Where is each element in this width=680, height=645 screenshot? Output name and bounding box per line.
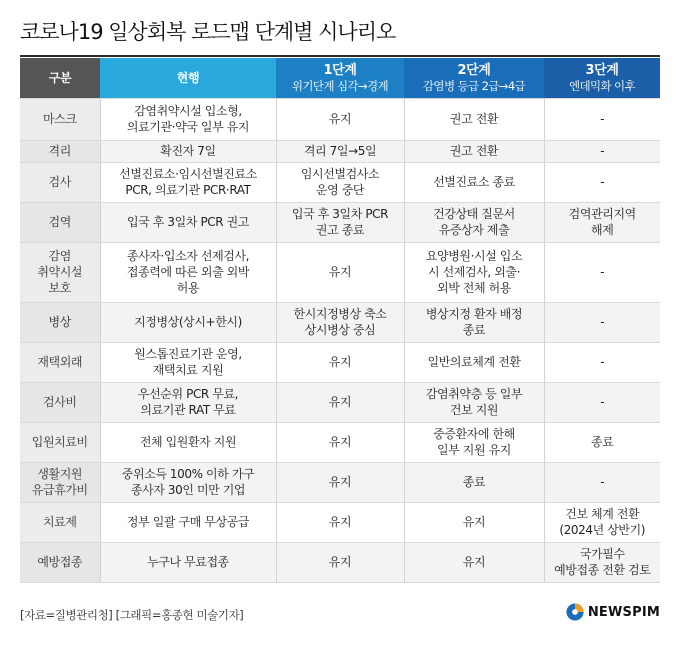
cell-line: - [600, 355, 605, 369]
cell-line: 유지 [328, 265, 352, 279]
cell-line: 시 선제검사, 외출· [427, 265, 520, 279]
header-stage-1 [276, 58, 404, 98]
category-cell [20, 162, 100, 202]
cell-line: 운영 중단 [315, 183, 365, 197]
stage-1-cell [276, 422, 404, 462]
cell-line: 우선순위 PCR 무료, [137, 387, 239, 401]
cell-line: 재택외래 [37, 355, 83, 369]
cell-line: 접종력에 따른 외출 외박 [126, 265, 250, 279]
cell-line: 선별진료소 종료 [433, 175, 515, 189]
current-cell [100, 140, 276, 162]
header-row [20, 58, 660, 98]
category-cell [20, 202, 100, 242]
cell-line: 종사자 30인 미만 기업 [130, 483, 246, 497]
category-cell [20, 502, 100, 542]
cell-line: - [600, 395, 605, 409]
table-row [20, 422, 660, 462]
table-row [20, 302, 660, 342]
current-cell [100, 162, 276, 202]
cell-line: 예방접종 [37, 555, 83, 569]
stage-2-cell [404, 98, 544, 140]
current-cell [100, 542, 276, 582]
stage-2-cell [404, 140, 544, 162]
cell-line: 건보 체계 전환 [565, 507, 640, 521]
stage-3-subtitle: 엔데믹화 이후 [568, 78, 636, 93]
header-category: 구분 [20, 58, 100, 98]
current-cell [100, 242, 276, 302]
category-cell [20, 242, 100, 302]
stage-1-cell [276, 462, 404, 502]
cell-line: 유지 [328, 112, 352, 126]
cell-line: 취약시설 [37, 265, 83, 279]
stage-3-cell [544, 382, 660, 422]
cell-line: 유지 [328, 395, 352, 409]
cell-line: 확진자 7일 [160, 144, 216, 158]
cell-line: 누구나 무료접종 [147, 555, 229, 569]
cell-line: 입원치료비 [31, 435, 88, 449]
stage-1-subtitle: 위기단계 심각→경계 [291, 78, 389, 93]
category-cell [20, 422, 100, 462]
stage-3-cell [544, 302, 660, 342]
category-cell [20, 302, 100, 342]
current-cell [100, 382, 276, 422]
table-row [20, 202, 660, 242]
stage-3-cell [544, 140, 660, 162]
stage-3-title: 3단계 [585, 62, 619, 78]
cell-line: 종사자·입소자 선제검사, [126, 249, 250, 263]
title-divider [20, 55, 660, 57]
cell-line: 유지 [328, 515, 352, 529]
cell-line: 병상지정 환자 배정 [425, 307, 523, 321]
cell-line: - [600, 144, 605, 158]
header-current: 현행 [100, 58, 276, 98]
stage-1-cell [276, 98, 404, 140]
source-credit: [자료=질병관리청] [그래픽=홍종현 미술기자] [20, 608, 244, 622]
cell-line: 정부 일괄 구매 무상공급 [126, 515, 250, 529]
current-cell [100, 422, 276, 462]
cell-line: 요양병원·시설 입소 [425, 249, 523, 263]
stage-1-cell [276, 542, 404, 582]
cell-line: 해제 [591, 223, 614, 237]
cell-line: 유지 [462, 555, 486, 569]
page-title: 코로나19 일상회복 로드맵 단계별 시나리오 [20, 20, 396, 44]
stage-1-cell [276, 382, 404, 422]
table-row [20, 342, 660, 382]
table-row [20, 462, 660, 502]
cell-line: 유증상자 제출 [438, 223, 510, 237]
current-cell [100, 502, 276, 542]
cell-line: 국가필수 [579, 547, 625, 561]
header-stage-2 [404, 58, 544, 98]
category-cell [20, 140, 100, 162]
cell-line: 유지 [328, 355, 352, 369]
cell-line: PCR, 의료기관 PCR·RAT [125, 183, 251, 197]
stage-2-cell [404, 542, 544, 582]
cell-line: - [600, 112, 605, 126]
stage-2-cell [404, 382, 544, 422]
stage-3-cell [544, 342, 660, 382]
cell-line: 유지 [328, 435, 352, 449]
cell-line: 감염취약층 등 일부 [425, 387, 523, 401]
cell-line: - [600, 475, 605, 489]
table-row [20, 502, 660, 542]
stage-3-cell [544, 242, 660, 302]
cell-line: 검사 [48, 175, 71, 189]
stage-2-cell [404, 462, 544, 502]
cell-line: 유지 [328, 475, 352, 489]
current-cell [100, 302, 276, 342]
stage-3-cell [544, 462, 660, 502]
stage-1-cell [276, 242, 404, 302]
cell-line: 권고 종료 [315, 223, 365, 237]
cell-line: 종료 [462, 323, 486, 337]
stage-2-subtitle: 감염병 등급 2급→4급 [422, 78, 526, 93]
cell-line: 검역 [48, 215, 71, 229]
category-cell [20, 382, 100, 422]
stage-1-title: 1단계 [323, 62, 357, 78]
cell-line: (2024년 상반기) [559, 523, 646, 537]
cell-line: 예방접종 전환 검토 [554, 563, 651, 577]
category-cell [20, 542, 100, 582]
stage-1-cell [276, 140, 404, 162]
cell-line: 종료 [462, 475, 486, 489]
current-cell [100, 98, 276, 140]
stage-1-cell [276, 502, 404, 542]
stage-2-cell [404, 342, 544, 382]
cell-line: 생활지원 [37, 467, 83, 481]
stage-2-cell [404, 422, 544, 462]
stage-2-cell [404, 502, 544, 542]
category-cell [20, 462, 100, 502]
stage-2-cell [404, 162, 544, 202]
cell-line: 권고 전환 [449, 144, 499, 158]
cell-line: 중증환자에 한해 [433, 427, 515, 441]
cell-line: 마스크 [42, 112, 77, 126]
cell-line: 임시선별검사소 [300, 167, 380, 181]
cell-line: 보호 [48, 281, 71, 295]
cell-line: 치료제 [42, 515, 77, 529]
cell-line: 유지 [328, 555, 352, 569]
cell-line: 전체 입원환자 지원 [139, 435, 237, 449]
table-row [20, 140, 660, 162]
current-cell [100, 342, 276, 382]
stage-2-cell [404, 202, 544, 242]
table-row [20, 98, 660, 140]
cell-line: 병상 [48, 315, 71, 329]
stage-1-cell [276, 302, 404, 342]
header-stage-3 [544, 58, 660, 98]
stage-2-cell [404, 302, 544, 342]
current-cell [100, 202, 276, 242]
cell-line: - [600, 175, 605, 189]
cell-line: 지정병상(상시+한시) [134, 315, 242, 329]
stage-3-cell [544, 162, 660, 202]
cell-line: 격리 7일→5일 [303, 144, 377, 158]
stage-1-cell [276, 342, 404, 382]
stage-3-cell [544, 542, 660, 582]
table-row [20, 162, 660, 202]
cell-line: 원스톱진료기관 운영, [134, 347, 242, 361]
table-row [20, 542, 660, 582]
stage-2-cell [404, 242, 544, 302]
current-cell [100, 462, 276, 502]
cell-line: - [600, 315, 605, 329]
cell-line: 검사비 [42, 395, 77, 409]
cell-line: 의료기관·약국 일부 유지 [126, 120, 250, 134]
stage-3-cell [544, 502, 660, 542]
cell-line: 건보 지원 [449, 403, 499, 417]
cell-line: 감염 [48, 249, 71, 263]
cell-line: 선별진료소·임시선별진료소 [119, 167, 257, 181]
category-cell [20, 342, 100, 382]
stage-2-title: 2단계 [457, 62, 491, 78]
cell-line: 유지 [462, 515, 486, 529]
newspim-logo-text: NEWSPIM [587, 604, 660, 620]
cell-line: 입국 후 3일차 PCR 권고 [127, 215, 249, 229]
stage-3-cell [544, 422, 660, 462]
cell-line: 감염취약시설 입소형, [134, 104, 242, 118]
cell-line: 재택치료 지원 [152, 363, 224, 377]
cell-line: 권고 전환 [449, 112, 499, 126]
cell-line: 격리 [48, 144, 71, 158]
cell-line: - [600, 265, 605, 279]
newspim-logo-icon [566, 603, 584, 621]
stage-3-cell [544, 98, 660, 140]
cell-line: 한시지정병상 축소 [293, 307, 387, 321]
table-body [20, 98, 660, 582]
cell-line: 의료기관 RAT 무료 [140, 403, 236, 417]
cell-line: 일반의료체계 전환 [427, 355, 521, 369]
stage-1-cell [276, 162, 404, 202]
cell-line: 검역관리지역 [568, 207, 636, 221]
cell-line: 중위소득 100% 이하 가구 [121, 467, 255, 481]
cell-line: 허용 [176, 281, 200, 295]
table-row [20, 242, 660, 302]
cell-line: 건강상태 질문서 [433, 207, 515, 221]
cell-line: 상시병상 중심 [304, 323, 376, 337]
scenario-table [20, 58, 660, 583]
newspim-logo [566, 603, 660, 621]
table-row [20, 382, 660, 422]
cell-line: 외박 전체 허용 [437, 281, 511, 295]
stage-3-cell [544, 202, 660, 242]
cell-line: 종료 [591, 435, 614, 449]
category-cell [20, 98, 100, 140]
stage-1-cell [276, 202, 404, 242]
cell-line: 일부 지원 유지 [437, 443, 511, 457]
cell-line: 입국 후 3일차 PCR [291, 207, 389, 221]
cell-line: 유급휴가비 [31, 483, 88, 497]
